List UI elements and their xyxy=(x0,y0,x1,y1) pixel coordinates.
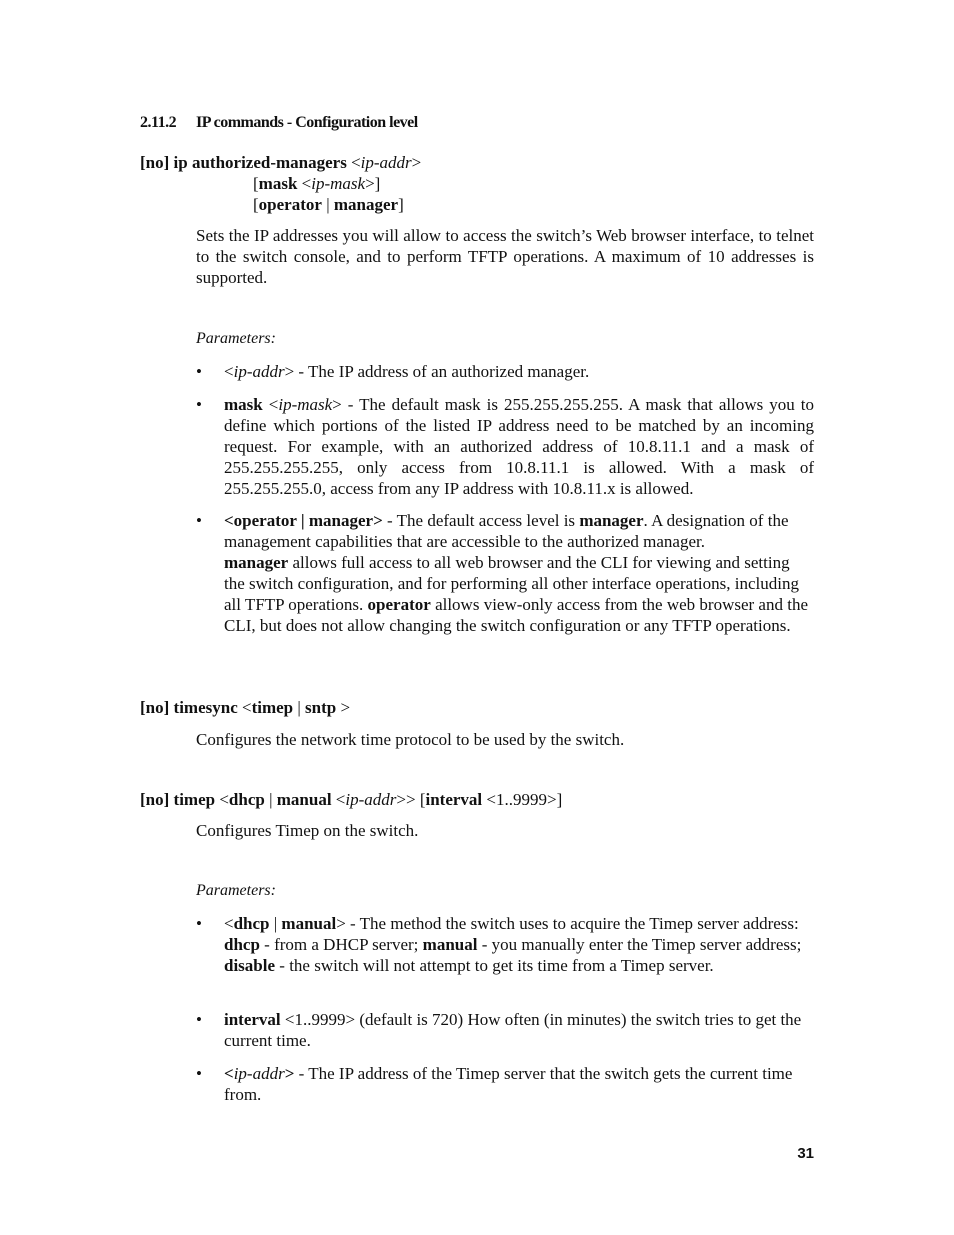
syntax-text: > xyxy=(284,1064,295,1083)
list-item xyxy=(196,510,814,636)
cmd-keyword: disable xyxy=(224,956,276,975)
list-item xyxy=(196,361,814,382)
syntax-text: >> [ xyxy=(396,790,426,809)
cmd-keyword: manual xyxy=(276,790,332,809)
list-item xyxy=(196,913,814,976)
parameters-label-colon: : xyxy=(270,330,276,347)
cmd-argument: ip-mask xyxy=(311,174,366,193)
cmd-keyword: manager xyxy=(333,195,399,214)
syntax-text: [ xyxy=(253,174,259,193)
cmd-keyword: interval xyxy=(425,790,483,809)
cmd-argument: ip-addr xyxy=(233,362,285,381)
list-item-text xyxy=(224,394,814,499)
syntax-text: < xyxy=(224,1064,234,1083)
list-item xyxy=(196,1009,814,1051)
list-item-text xyxy=(224,1063,814,1105)
list-item-description: - the switch will not attempt to get its time from a Timep server. xyxy=(275,956,714,975)
cmd-keyword: manager xyxy=(224,553,289,572)
cmd-keyword: [no] timesync xyxy=(140,698,238,717)
list-item-description: - The default access level is xyxy=(382,511,580,530)
cmd-keyword: <operator | manager> xyxy=(224,511,383,530)
cmd-keyword: mask xyxy=(258,174,298,193)
page-number: 31 xyxy=(797,1145,814,1162)
syntax-text: | xyxy=(321,195,334,214)
cmd-keyword: sntp xyxy=(305,698,337,717)
parameters-label-text: Parameters xyxy=(196,882,271,899)
list-item-description: > - The method the switch uses to acquire the Timep server address: xyxy=(336,914,799,933)
list-item-text xyxy=(224,1009,814,1051)
bullet-icon: • xyxy=(196,395,202,414)
cmd-keyword: dhcp xyxy=(233,914,270,933)
syntax-text: | xyxy=(264,790,277,809)
syntax-text: > xyxy=(411,153,422,172)
syntax-text: < xyxy=(331,790,346,809)
cmd-keyword: timep xyxy=(251,698,294,717)
bullet-icon: • xyxy=(196,362,202,381)
cmd-timesync-description: Configures the network time protocol to be used by the switch. xyxy=(196,730,625,749)
list-item-description: - from a DHCP server; xyxy=(259,935,423,954)
cmd-keyword: dhcp xyxy=(228,790,265,809)
syntax-text: < xyxy=(224,362,234,381)
parameters-label xyxy=(196,328,276,349)
list-item xyxy=(196,1063,814,1105)
cmd-keyword: mask xyxy=(224,395,263,414)
cmd-authorized-managers-syntax xyxy=(140,152,421,173)
cmd-authorized-managers-level-option xyxy=(253,194,404,215)
syntax-text: | xyxy=(269,914,282,933)
list-item-description: > - The IP address of an authorized manager. xyxy=(284,362,590,381)
cmd-timesync-syntax xyxy=(140,697,350,718)
cmd-keyword: operator xyxy=(258,195,322,214)
cmd-timep-syntax xyxy=(140,789,562,810)
cmd-keyword: [no] ip authorized-managers xyxy=(140,153,347,172)
syntax-text: < xyxy=(351,153,361,172)
syntax-text: >] xyxy=(365,174,381,193)
list-item-description: allows full access to all web browser and the CLI for viewing and setting the switch configuration, and for performing all other interface operations, including all TFTP operations. xyxy=(224,553,799,614)
bullet-icon: • xyxy=(196,914,202,933)
parameters-label-colon: : xyxy=(270,882,276,899)
list-item-description: > - The default mask is 255.255.255.255. A mask that allows you to define which portions of the listed IP address need to be matched by an incoming request. For example, with an authorized address of 10.8.11.1 and a mask of 255.255.255.255, only access from 10.8.11.1 is allowed. With a mask of 255.255.255.0, access from any IP address with 10.8.11.x is allowed. xyxy=(224,395,814,498)
syntax-text: [ xyxy=(253,195,259,214)
list-item-text xyxy=(224,361,814,382)
cmd-authorized-managers-description: Sets the IP addresses you will allow to access the switch’s Web browser interface, to telnet to the switch console, and to perform TFTP operations. A maximum of 10 addresses is supported. xyxy=(196,226,814,287)
list-item-description: . A designation of the management capabilities that are accessible to the authorized manager. xyxy=(224,511,789,551)
cmd-argument: ip-addr xyxy=(233,1064,285,1083)
cmd-keyword: manual xyxy=(281,914,337,933)
list-item xyxy=(196,394,814,499)
syntax-text: < xyxy=(215,790,229,809)
syntax-text: ] xyxy=(398,195,404,214)
list-item-text xyxy=(224,510,814,636)
cmd-keyword: interval xyxy=(224,1010,281,1029)
cmd-timep-description: Configures Timep on the switch. xyxy=(196,821,419,840)
list-item-description: <1..9999> (default is 720) How often (in minutes) the switch tries to get the current time. xyxy=(224,1010,802,1050)
syntax-text: <1..9999>] xyxy=(482,790,563,809)
section-title: IP commands - Configuration level xyxy=(196,114,418,131)
list-item-description: - you manually enter the Timep server address; xyxy=(477,935,802,954)
cmd-argument: ip-addr xyxy=(360,153,412,172)
section-number: 2.11.2 xyxy=(140,114,177,131)
cmd-argument: ip-mask xyxy=(278,395,333,414)
syntax-text: < xyxy=(297,174,312,193)
cmd-keyword: dhcp xyxy=(224,935,260,954)
syntax-text: | xyxy=(293,698,306,717)
cmd-keyword: operator xyxy=(367,595,431,614)
cmd-argument: ip-addr xyxy=(345,790,397,809)
list-item-description: allows view-only access from the web browser and the CLI, but does not allow changing the switch configuration or any TFTP operations. xyxy=(224,595,808,635)
cmd-keyword: [no] timep xyxy=(140,790,216,809)
cmd-keyword: manual xyxy=(422,935,478,954)
bullet-icon: • xyxy=(196,1064,202,1083)
parameters-label xyxy=(196,880,276,901)
syntax-text: < xyxy=(224,914,234,933)
list-item-text xyxy=(224,913,814,976)
syntax-text: < xyxy=(262,395,279,414)
bullet-icon: • xyxy=(196,511,202,530)
cmd-authorized-managers-mask-option xyxy=(253,173,380,194)
cmd-keyword: manager xyxy=(579,511,644,530)
bullet-icon: • xyxy=(196,1010,202,1029)
parameters-label-text: Parameters xyxy=(196,330,271,347)
syntax-text: > xyxy=(336,698,351,717)
syntax-text: < xyxy=(237,698,252,717)
section-heading xyxy=(140,112,418,133)
list-item-description: - The IP address of the Timep server that the switch gets the current time from. xyxy=(224,1064,793,1104)
